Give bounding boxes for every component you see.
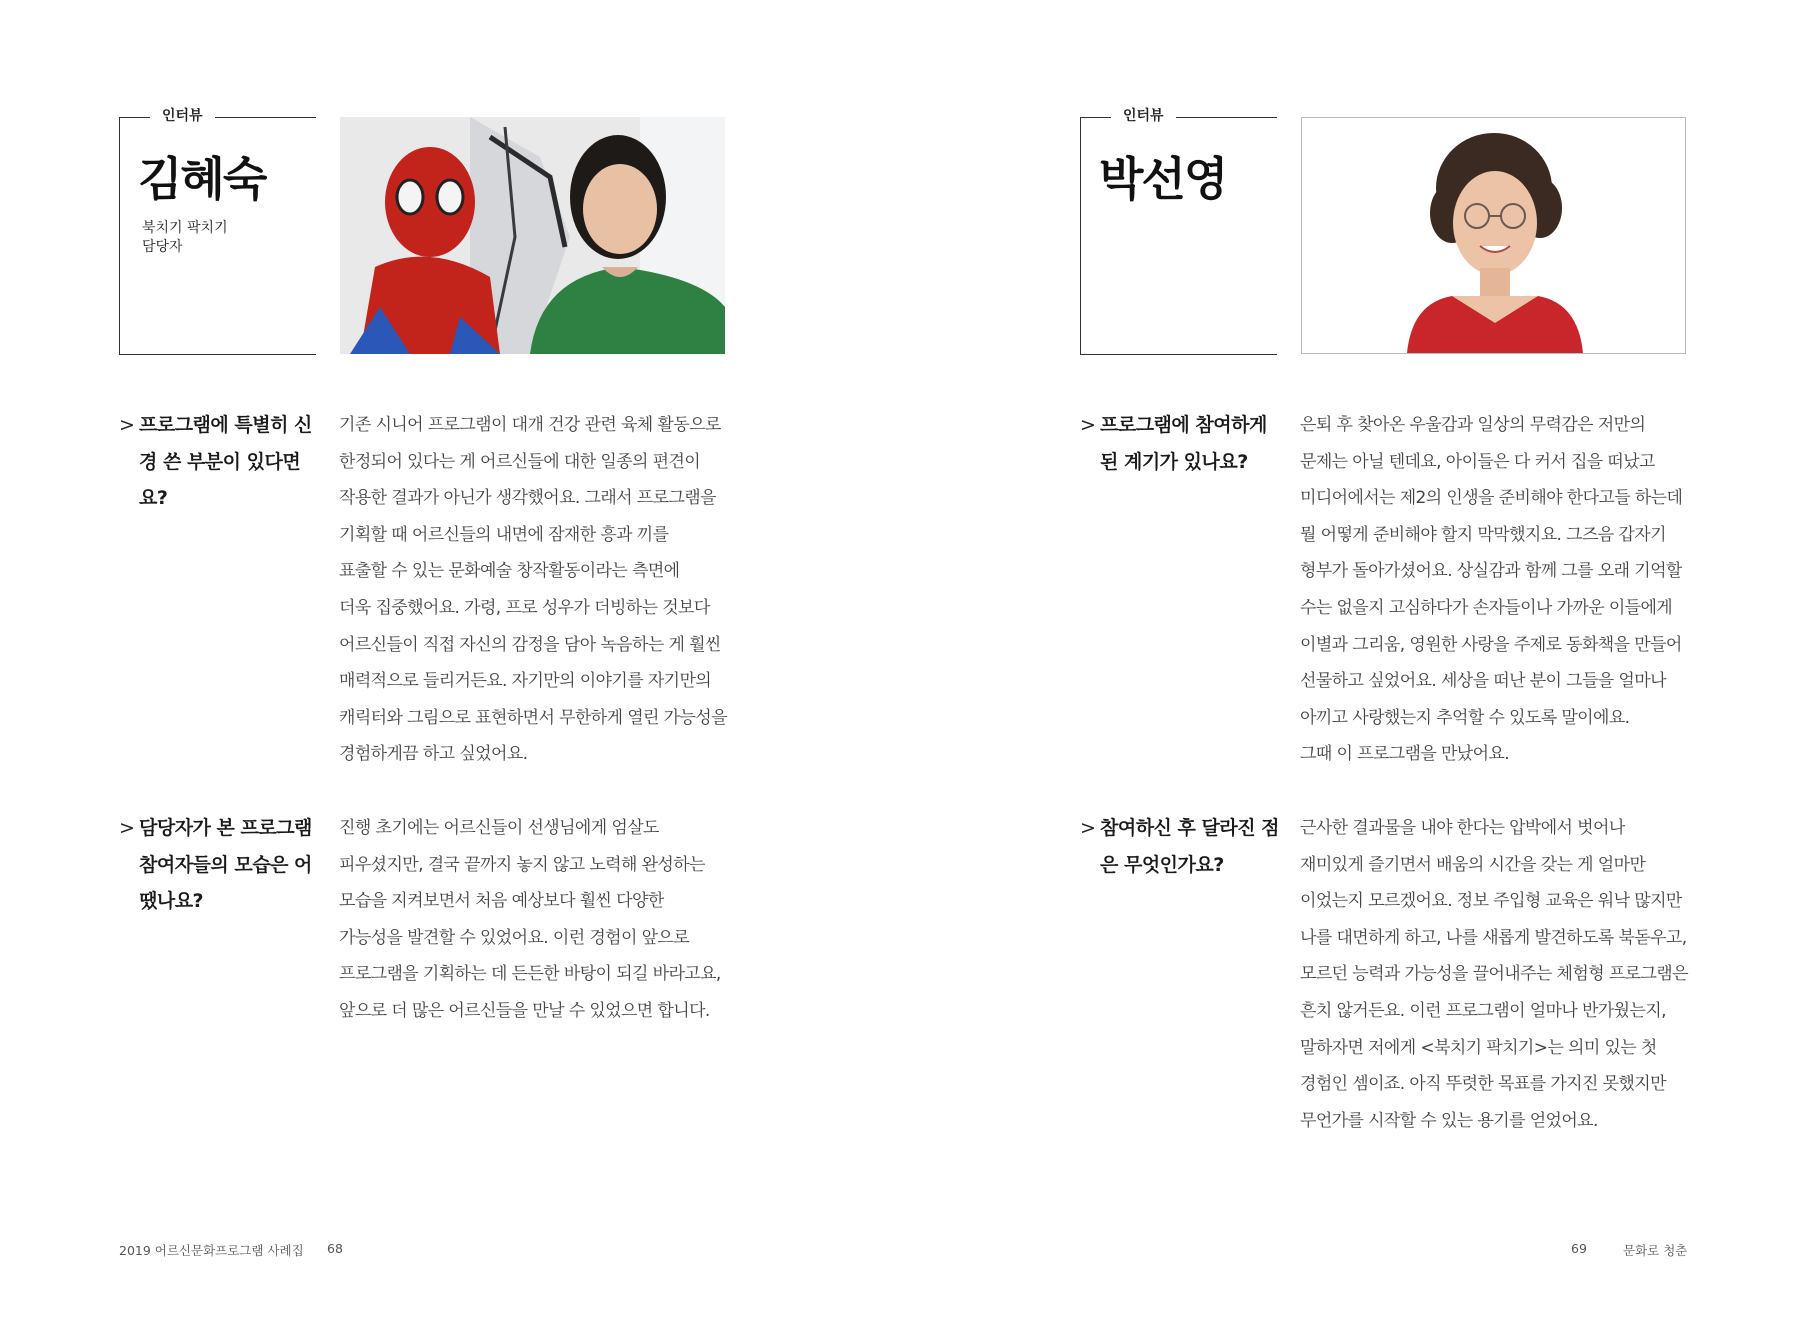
answer-line: 어르신들이 직접 자신의 감정을 담아 녹음하는 게 훨씬 — [339, 634, 721, 655]
answer-line: 경험인 셈이죠. 아직 뚜렷한 목표를 가지진 못했지만 — [1300, 1074, 1666, 1095]
page-number: 68 — [327, 1241, 343, 1256]
interviewee-photo-left — [340, 117, 725, 354]
footer-section-title: 문화로 청춘 — [1623, 1243, 1688, 1258]
answer-line: 이었는지 모르겠어요. 정보 주입형 교육은 워낙 많지만 — [1300, 891, 1682, 912]
question-text: 프로그램에 특별히 신경 쓴 부분이 있다면요? — [139, 414, 312, 510]
answer-line: 매력적으로 들리거든요. 자기만의 이야기를 자기만의 — [339, 671, 712, 692]
interviewee-namebox-left — [119, 108, 316, 355]
answer-line: 뭘 어떻게 준비해야 할지 막막했지요. 그즈음 갑자기 — [1300, 524, 1666, 545]
answer-line: 피우셨지만, 결국 끝까지 놓지 않고 노력해 완성하는 — [339, 854, 705, 875]
answer-line: 수는 없을지 고심하다가 손자들이나 가까운 이들에게 — [1300, 597, 1673, 618]
answer-line: 캐릭터와 그림으로 표현하면서 무한하게 열린 가능성을 — [339, 707, 727, 728]
answer-line: 앞으로 더 많은 어르신들을 만날 수 있었으면 합니다. — [339, 1000, 710, 1021]
answer-line: 선물하고 싶었어요. 세상을 떠난 분이 그들을 얼마나 — [1300, 671, 1666, 692]
chevron-right-icon: > — [119, 817, 135, 839]
answer-line: 모르던 능력과 가능성을 끌어내주는 체험형 프로그램은 — [1300, 964, 1688, 985]
answer-line: 아끼고 사랑했는지 추억할 수 있도록 말이에요. — [1300, 707, 1630, 728]
answer-line: 진행 초기에는 어르신들이 선생님에게 엄살도 — [339, 818, 659, 838]
question-text: 참여하신 후 달라진 점은 무엇인가요? — [1100, 817, 1280, 876]
answer-line: 재미있게 즐기면서 배움의 시간을 갖는 게 얼마만 — [1300, 854, 1646, 875]
answer-line: 미디어에서는 제2의 인생을 준비해야 한다고들 하는데 — [1300, 488, 1683, 509]
interviewee-namebox-right — [1080, 108, 1277, 355]
answer-line: 모습을 지켜보면서 처음 예상보다 훨씬 다양한 — [339, 891, 664, 912]
qa-block — [119, 407, 839, 777]
answer-line: 작용한 결과가 아닌가 생각했어요. 그래서 프로그램을 — [339, 488, 716, 509]
interview-tag: 인터뷰 — [1111, 106, 1176, 126]
answer-line: 나를 대면하게 하고, 나를 새롭게 발견하도록 북돋우고, — [1300, 927, 1687, 948]
interviewee-name: 박선영 — [1099, 152, 1227, 206]
answer-text — [339, 810, 739, 1030]
footer-book-title: 2019 어르신문화프로그램 사례집 — [119, 1243, 304, 1258]
chevron-right-icon: > — [1080, 414, 1096, 436]
answer-line: 흔치 않거든요. 이런 프로그램이 얼마나 반가웠는지, — [1300, 1000, 1666, 1021]
interviewee-role: 북치기 팍치기 담당자 — [142, 220, 228, 255]
chevron-right-icon: > — [119, 414, 135, 436]
answer-line: 무언가를 시작할 수 있는 용기를 얻었어요. — [1300, 1110, 1598, 1131]
answer-line: 표출할 수 있는 문화예술 창작활동이라는 측면에 — [339, 561, 680, 582]
qa-block — [119, 810, 839, 1050]
answer-line: 말하자면 저에게 <북치기 팍치기>는 의미 있는 첫 — [1300, 1037, 1657, 1058]
question-text: 담당자가 본 프로그램 참여자들의 모습은 어땠나요? — [139, 817, 312, 913]
answer-line: 기존 시니어 프로그램이 대개 건강 관련 육체 활동으로 — [339, 415, 721, 435]
answer-line: 경험하게끔 하고 싶었어요. — [339, 744, 528, 765]
answer-line: 기획할 때 어르신들의 내면에 잠재한 흥과 끼를 — [339, 524, 669, 545]
right-page — [898, 0, 1795, 1328]
left-page — [0, 0, 897, 1328]
question-text: 프로그램에 참여하게 된 계기가 있나요? — [1100, 414, 1267, 473]
answer-line: 형부가 돌아가셨어요. 상실감과 함께 그를 오래 기억할 — [1300, 561, 1682, 582]
interviewee-name: 김혜숙 — [138, 152, 266, 206]
answer-line: 가능성을 발견할 수 있었어요. 이런 경험이 앞으로 — [339, 927, 690, 948]
answer-text — [1300, 407, 1700, 773]
qa-block — [1080, 407, 1795, 777]
answer-text — [339, 407, 739, 773]
interview-tag: 인터뷰 — [150, 106, 215, 126]
chevron-right-icon: > — [1080, 817, 1096, 839]
answer-text — [1300, 810, 1700, 1139]
qa-block — [1080, 810, 1795, 1150]
answer-line: 한정되어 있다는 게 어르신들에 대한 일종의 편견이 — [339, 451, 701, 472]
answer-line: 이별과 그리움, 영원한 사랑을 주제로 동화책을 만들어 — [1300, 634, 1682, 655]
answer-line: 프로그램을 기획하는 데 든든한 바탕이 되길 바라고요, — [339, 964, 721, 985]
answer-line: 더욱 집중했어요. 가령, 프로 성우가 더빙하는 것보다 — [339, 597, 710, 618]
answer-line: 은퇴 후 찾아온 우울감과 일상의 무력감은 저만의 — [1300, 415, 1646, 435]
answer-line: 그때 이 프로그램을 만났어요. — [1300, 744, 1510, 765]
answer-line: 문제는 아닐 텐데요, 아이들은 다 커서 집을 떠났고 — [1300, 451, 1655, 472]
answer-line: 근사한 결과물을 내야 한다는 압박에서 벗어나 — [1300, 818, 1625, 838]
page-number: 69 — [1571, 1241, 1587, 1256]
interviewee-photo-right — [1301, 117, 1686, 354]
